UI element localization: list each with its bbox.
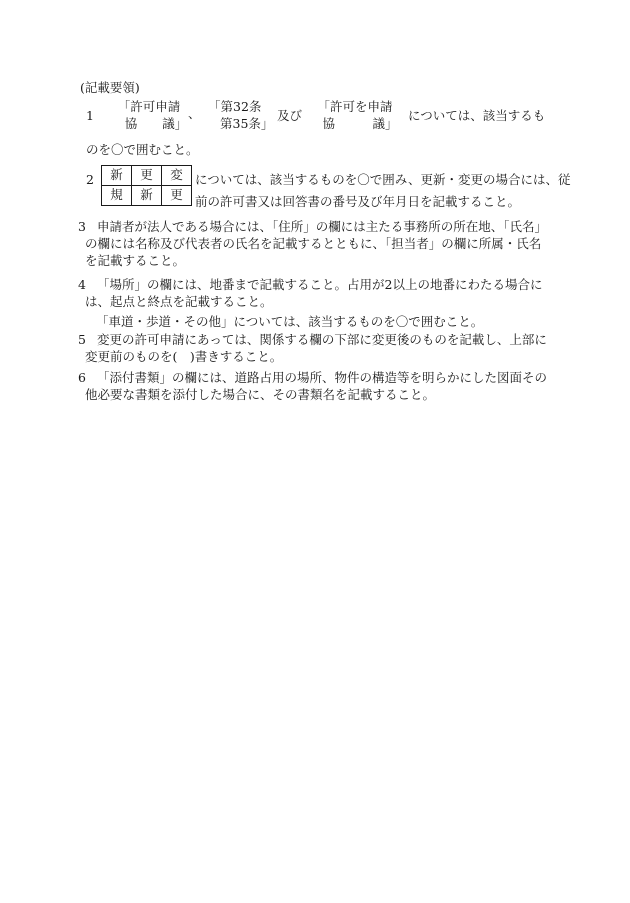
item-1-comma: 、 (188, 106, 201, 121)
item-1-term-application (108, 99, 190, 133)
table-row (102, 166, 192, 186)
table-cell: 更 (132, 166, 162, 186)
item-4-text: 「場所」の欄には、地番まで記載すること。占用が2以上の地番にわたる場合には、起点と終点を記載すること。 (85, 277, 543, 309)
heading: (記載要領) (80, 80, 140, 95)
item-1-term-request (312, 99, 398, 133)
item-1-continuation: のを〇で囲むこと。 (86, 142, 199, 157)
item-5-text: 変更の許可申請にあっては、関係する欄の下部に変更後のものを記載し、上部に変更前のものを( )書きすること。 (85, 332, 547, 364)
table-cell: 変 (162, 166, 192, 186)
item-1-and: 及び (277, 108, 303, 123)
term-line: 「許可を申請 (317, 99, 393, 114)
status-table (101, 165, 192, 206)
term-line: 協 議」 (124, 115, 188, 131)
item-6-text: 「添付書類」の欄には、道路占用の場所、物件の構造等を明らかにした図面その他必要な書類を添付した場合に、その書類名を記載すること。 (85, 370, 548, 402)
item-1-term-article (204, 99, 274, 133)
item-6-number: 6 (78, 370, 86, 385)
item-5-number: 5 (78, 332, 86, 347)
item-1-number: 1 (86, 108, 94, 123)
item-1-text: については、該当するも (408, 108, 546, 123)
table-cell: 新 (102, 166, 132, 186)
item-4-sub: 「車道・歩道・その他」については、該当するものを〇で囲むこと。 (96, 314, 484, 329)
term-line: 「第32条 (208, 99, 262, 114)
table-cell: 規 (102, 186, 132, 206)
item-2-line-1: については、該当するものを〇で囲み、更新・変更の場合には、従 (195, 172, 571, 187)
item-3-number: 3 (78, 219, 86, 234)
table-cell: 更 (162, 186, 192, 206)
table-cell: 新 (132, 186, 162, 206)
term-line: 「許可申請 (117, 99, 181, 114)
item-2-number: 2 (86, 172, 94, 187)
item-4-number: 4 (78, 277, 86, 292)
item-2-line-2: 前の許可書又は回答書の番号及び年月日を記載すること。 (195, 194, 521, 209)
item-3-text: 申請者が法人である場合には、「住所」の欄には主たる事務所の所在地、「氏名」の欄には名称及び代表者の氏名を記載するとともに、「担当者」の欄に所属・氏名を記載すること。 (85, 219, 548, 268)
term-line: 協 議」 (322, 115, 398, 131)
term-line: 第35条」 (220, 115, 274, 131)
table-row (102, 186, 192, 206)
